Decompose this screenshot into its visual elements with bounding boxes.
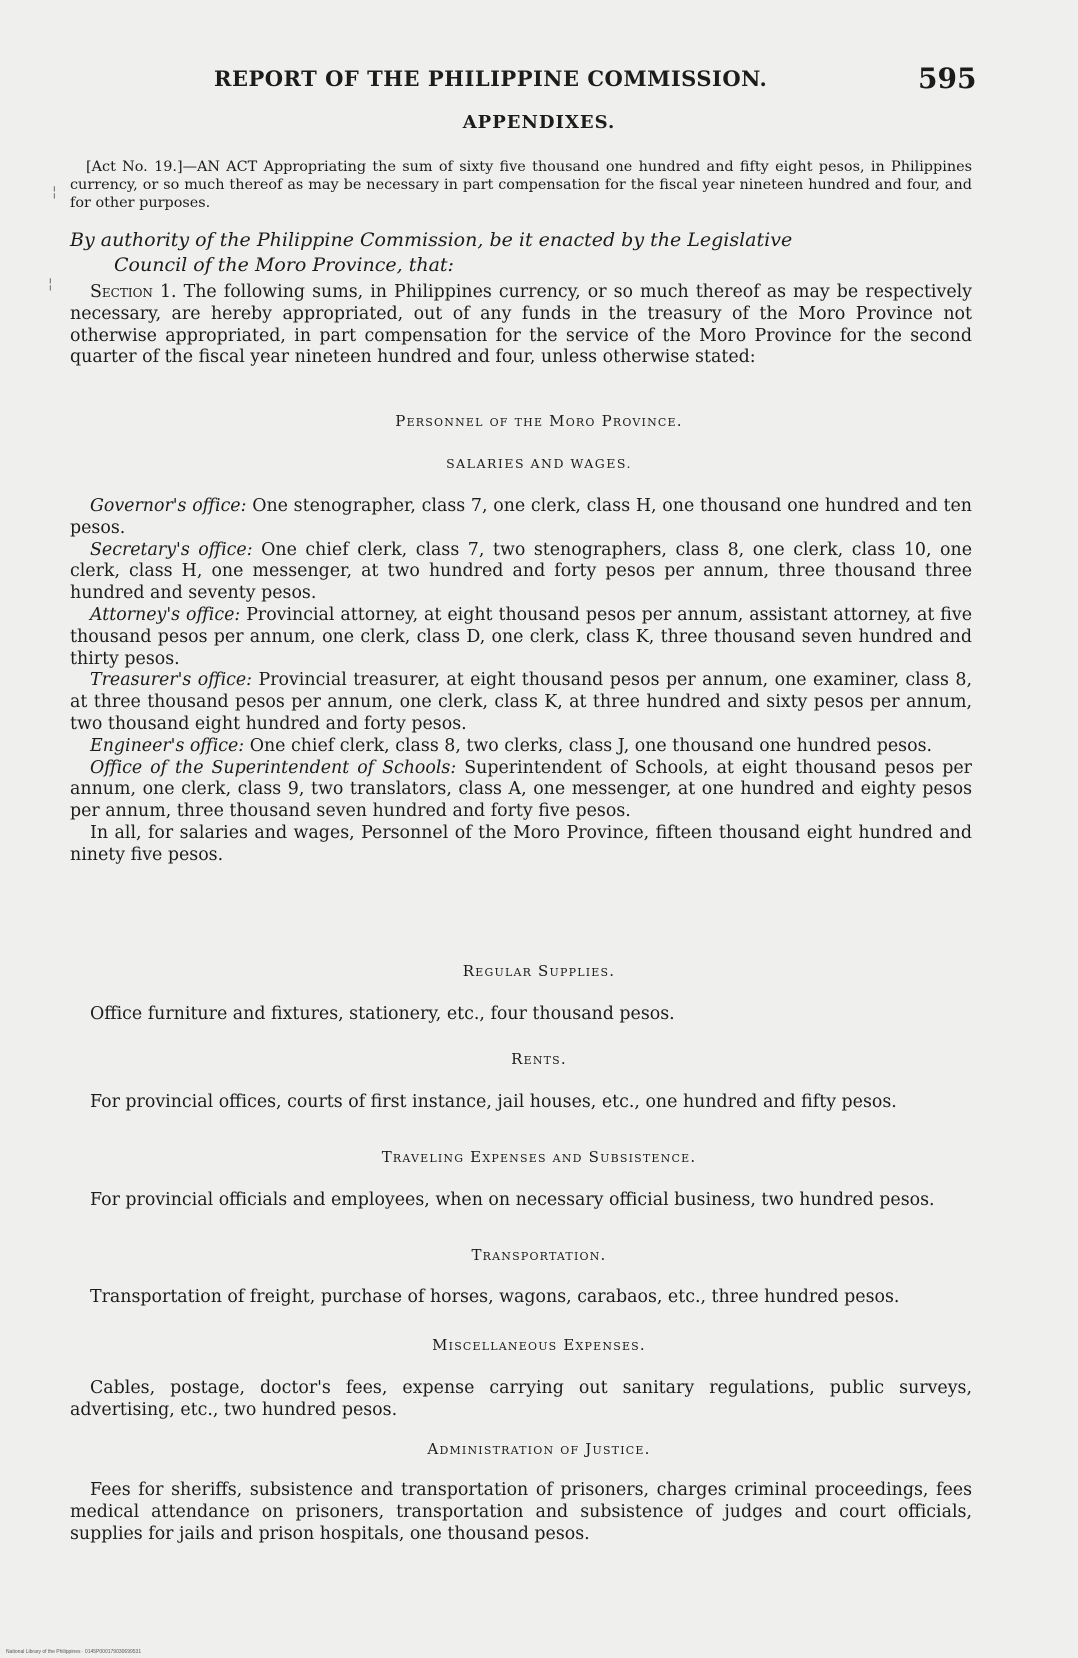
rents-text: For provincial offices, courts of first instance, jail houses, etc., one hundred and fifty pesos. (90, 1092, 897, 1112)
enacting-clause (70, 228, 972, 278)
heading-regular-supplies: Regular Supplies. (462, 962, 616, 980)
heading-miscellaneous: Miscellaneous Expenses. (432, 1336, 646, 1354)
justice-text: Fees for sheriffs, subsistence and transportation of prisoners, charges criminal proceedings, fees medical attendance on prisoners, transportation and subsistence of judges and court officials, supplies for jails and prison hospitals, one thousand pesos. (70, 1480, 972, 1544)
heading-salaries: SALARIES AND WAGES. (446, 456, 632, 471)
heading-transportation: Transportation. (471, 1246, 607, 1264)
personnel-total: In all, for salaries and wages, Personnel of the Moro Province, fifteen thousand eight hundred and ninety five pesos. (70, 822, 972, 865)
list-item: Treasurer's office: Provincial treasurer, at eight thousand pesos per annum, one examiner, class 8, at three thousand pesos per annum, one clerk, class K, at three hundred and sixty pesos per annum, two thousand eight hundred and forty pesos. (70, 670, 973, 734)
heading-justice: Administration of Justice. (427, 1440, 651, 1458)
heading-rents: Rents. (511, 1050, 567, 1068)
enacting-line-1: By authority of the Philippine Commission, be it enacted by the Legislative (70, 229, 793, 251)
heading-traveling: Traveling Expenses and Subsistence. (381, 1148, 697, 1166)
transportation-text: Transportation of freight, purchase of horses, wagons, carabaos, etc., three hundred pesos. (90, 1287, 900, 1307)
regular-supplies-text: Office furniture and fixtures, stationery, etc., four thousand pesos. (90, 1004, 675, 1024)
act-title: [Act No. 19.]—AN ACT Appropriating the sum of sixty five thousand one hundred and fifty eight pesos, in Philippines currency, or so much thereof as may be necessary in part compensation for the fiscal year nineteen hundred and four, and for other purposes. (70, 159, 972, 211)
section-text: The following sums, in Philippines currency, or so much thereof as may be respectively necessary, are hereby appropriated, out of any funds in the treasury of the Moro Province not otherwise appropriated, in part compensation for the service of the Moro Province for the second quarter of the fiscal year nineteen hundred and four, unless otherwise stated: (70, 282, 972, 368)
list-item: Office of the Superintendent of Schools: Superintendent of Schools, at eight thousand pesos per annum, one clerk, class 9, two translators, class A, one messenger, at one hundred and eighty pesos per annum, three thousand seven hundred and forty five pesos. (70, 757, 972, 822)
scan-footer: National Library of the Philippines · 0145P000179030699531 (6, 1649, 142, 1655)
margin-mark: ¦ (52, 184, 57, 200)
traveling-text: For provincial officials and employees, when on necessary official business, two hundred pesos. (90, 1190, 935, 1210)
margin-mark: ¦ (48, 276, 53, 292)
section-1 (70, 282, 972, 369)
miscellaneous-text: Cables, postage, doctor's fees, expense carrying out sanitary regulations, public surveys, advertising, etc., two hundred pesos. (70, 1378, 972, 1420)
heading-personnel: Personnel of the Moro Province. (395, 412, 683, 430)
personnel-items (70, 496, 972, 867)
page-number: 595 (918, 62, 977, 95)
list-item: Secretary's office: One chief clerk, class 7, two stenographers, class 8, one clerk, class 10, one clerk, class H, one messenger, at two hundred and forty pesos per annum, three thousand three hundred and seventy pesos. (70, 539, 972, 604)
list-item: Attorney's office: Provincial attorney, at eight thousand pesos per annum, assistant attorney, at five thousand pesos per annum, one clerk, class D, one clerk, class K, three thousand seven hundred and thirty pesos. (70, 604, 973, 669)
running-head: REPORT OF THE PHILIPPINE COMMISSION. (214, 66, 768, 91)
list-item: Engineer's office: One chief clerk, class 8, two clerks, class J, one thousand one hundred pesos. (90, 735, 933, 756)
enacting-line-2: Council of the Moro Province, that: (114, 254, 454, 276)
page-header (0, 62, 1078, 102)
list-item: Governor's office: One stenographer, class 7, one clerk, class H, one thousand one hundred and ten pesos. (70, 496, 972, 538)
section-label: Section 1. (90, 282, 177, 302)
appendixes-title: APPENDIXES. (462, 112, 616, 133)
